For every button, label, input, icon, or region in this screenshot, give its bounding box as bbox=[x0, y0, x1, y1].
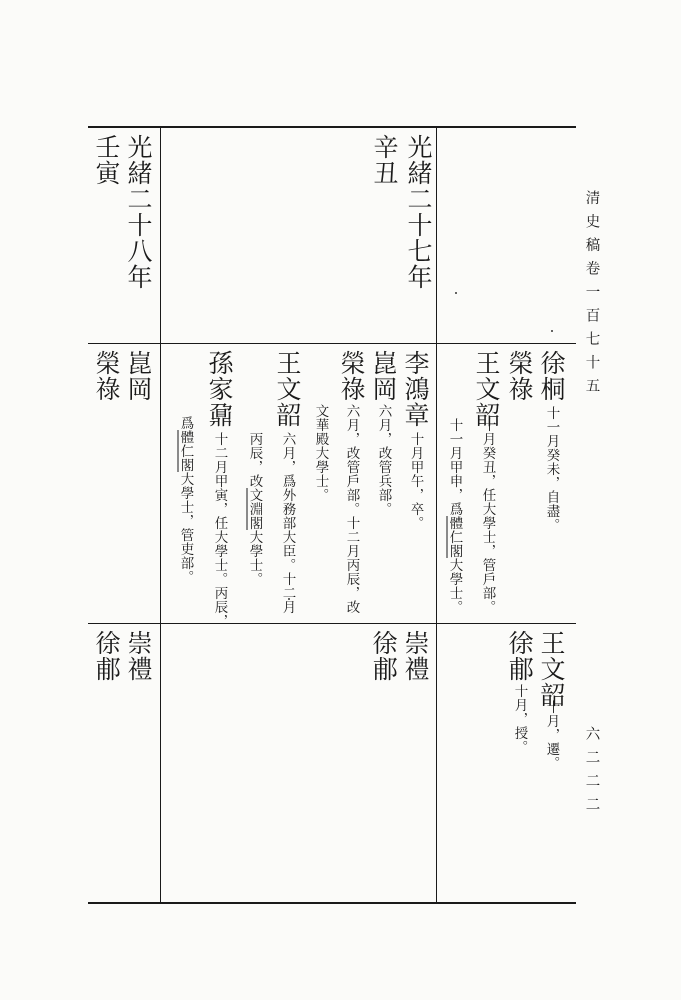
band-divider-1 bbox=[88, 343, 576, 344]
hall-name: 體仁閣 bbox=[177, 430, 194, 472]
entry-rong-lu-1901-name: 榮祿 bbox=[337, 350, 366, 402]
entry-xu-fu-band2-note: 十月，授。 bbox=[511, 684, 528, 754]
hall-name: 文淵閣 bbox=[246, 488, 263, 530]
entry-xu-fu-1901: 徐郙 bbox=[369, 630, 398, 682]
note-part: 大學士。 bbox=[246, 530, 263, 586]
entry-rong-lu-1902: 榮祿 bbox=[92, 350, 121, 402]
entry-rong-lu-name: 榮祿 bbox=[505, 350, 534, 402]
hall-name: 體仁閣 bbox=[446, 516, 463, 558]
entry-wang-wenshao-band2-name: 王文韶 bbox=[537, 630, 566, 708]
note-part: 十一月甲申，爲 bbox=[446, 418, 463, 516]
book-title: 清史稿卷一百七十五 bbox=[583, 190, 600, 402]
entry-xu-tong-note: 十一月癸未，自盡。 bbox=[543, 406, 560, 532]
entry-wang-wenshao-1901-name: 王文韶 bbox=[273, 350, 302, 428]
column-divider-right bbox=[436, 127, 437, 903]
year-1902-era: 光緒二十八年 bbox=[124, 134, 153, 290]
entry-li-hongzhang-note: 十月甲午，卒。 bbox=[407, 432, 424, 530]
note-part: 大學士，管吏部。 bbox=[177, 472, 194, 584]
scan-speck bbox=[455, 292, 457, 294]
entry-kun-gang-note: 六月，改管兵部。 bbox=[375, 404, 392, 516]
entry-sun-jianai-name: 孫家鼐 bbox=[205, 350, 234, 428]
entry-wang-wenshao-1901-note-2 bbox=[247, 432, 261, 586]
entry-wang-wenshao-note-2 bbox=[447, 418, 461, 614]
year-1901-era: 光緒二十七年 bbox=[404, 134, 433, 290]
year-1901-ganzhi: 辛丑 bbox=[370, 134, 399, 186]
entry-wang-wenshao-1901-note-1: 六月，爲外務部大臣。十二月 bbox=[279, 432, 296, 614]
entry-xu-fu-band2-name: 徐郙 bbox=[505, 630, 534, 682]
year-1902-ganzhi: 壬寅 bbox=[92, 134, 121, 186]
entry-kun-gang-1902: 崑岡 bbox=[124, 350, 153, 402]
entry-sun-jianai-note-2 bbox=[178, 416, 192, 584]
entry-kun-gang-name: 崑岡 bbox=[369, 350, 398, 402]
note-part: 大學士。 bbox=[446, 558, 463, 614]
column-divider-left bbox=[160, 127, 161, 903]
page-number: 六二二二 bbox=[583, 726, 600, 820]
scan-speck bbox=[551, 330, 553, 332]
entry-rong-lu-1901-note-2: 文華殿大學士。 bbox=[312, 404, 329, 502]
bottom-rule bbox=[88, 902, 576, 904]
entry-xu-fu-1902: 徐郙 bbox=[92, 630, 121, 682]
entry-sun-jianai-note-1: 十二月甲寅，任大學士。丙辰， bbox=[211, 432, 228, 628]
top-rule bbox=[88, 126, 576, 128]
note-part: 丙辰，改 bbox=[246, 432, 263, 488]
entry-wang-wenshao-band2-note: 十月，遷。 bbox=[543, 700, 560, 770]
entry-wang-wenshao-note-1: 十月癸丑，任大學士，管戶部。 bbox=[479, 418, 496, 614]
entry-wang-wenshao-name: 王文韶 bbox=[472, 350, 501, 428]
entry-li-hongzhang-name: 李鴻章 bbox=[401, 350, 430, 428]
entry-rong-lu-1901-note-1: 六月，改管戶部。十二月丙辰，改 bbox=[343, 404, 360, 614]
entry-chong-li-1902: 崇禮 bbox=[124, 630, 153, 682]
band-divider-2 bbox=[88, 623, 576, 624]
note-part: 爲 bbox=[177, 416, 194, 430]
entry-chong-li-1901: 崇禮 bbox=[401, 630, 430, 682]
entry-xu-tong-name: 徐桐 bbox=[537, 350, 566, 402]
